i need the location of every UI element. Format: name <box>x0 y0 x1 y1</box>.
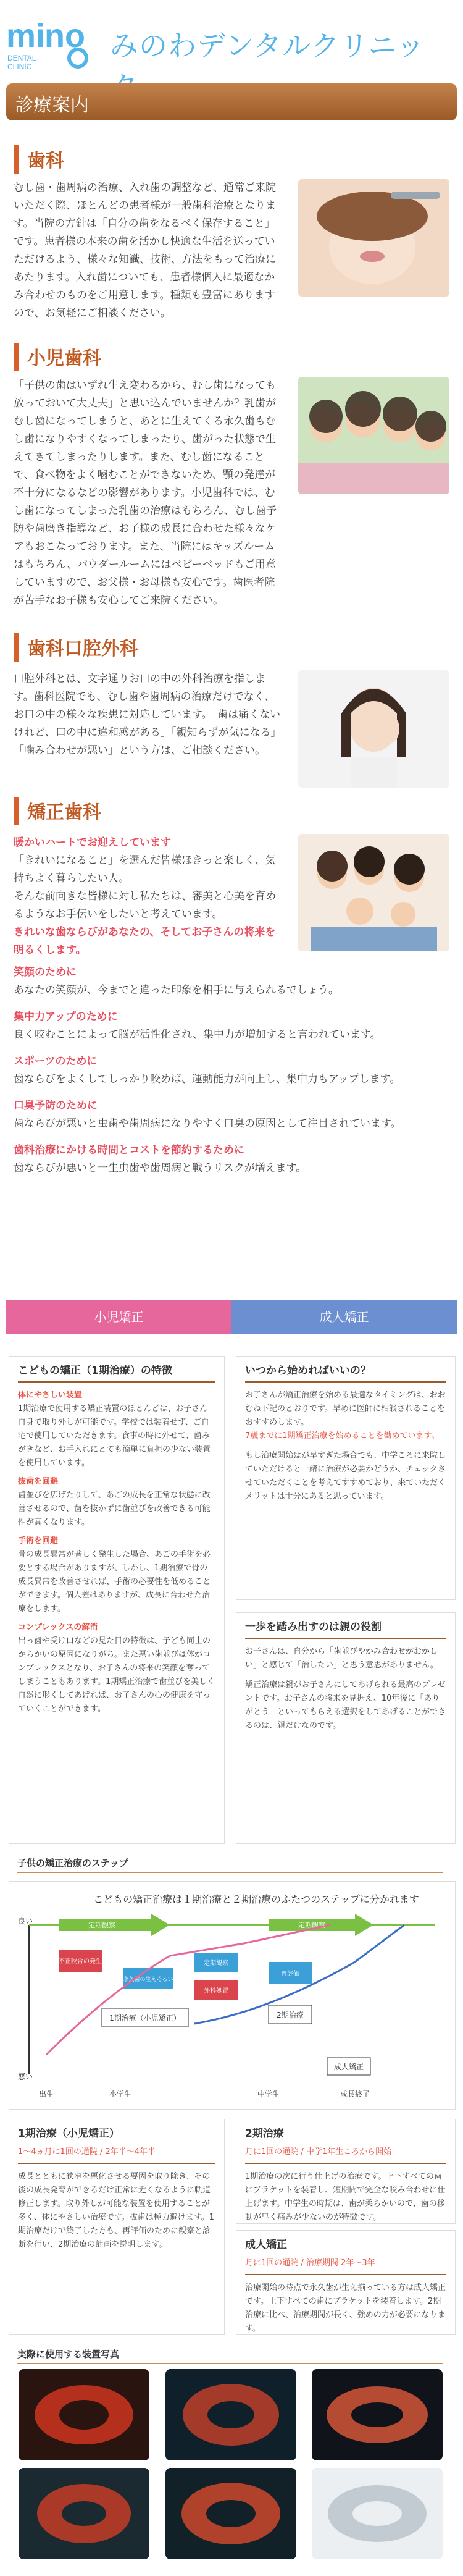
feature-complex-text: 出っ歯や受け口などの見た目の特徴は、子ども同士のからかいの原因になりがち。また悪い歯並びは体がコンプレックスとなり、お子さんの将来の笑顔を奪ってしまうこともあります。1期矯正治療で歯並びを美しく自然に形くしてあげれば、お子さんの心の健康を守っていくことができます。 <box>18 1636 215 1714</box>
svg-text:DENTAL: DENTAL <box>7 54 36 62</box>
adult-ortho-title: 成人矯正 <box>245 2239 287 2251</box>
feature-gentle-title: 体にやさしい装置 <box>18 1391 83 1400</box>
c7-label: 再評価 <box>281 1971 299 1977</box>
adult-ortho-sub: 月に1回の通院 / 治療期間 2年〜3年 <box>245 2257 446 2275</box>
benefit-focus-title: 集中力アップのために <box>14 1011 118 1023</box>
when-box-text1: お子さんが矯正治療を始める最適なタイミングは、おおむね下記のとおりです。早めに医師に相談されることをおすすめします。 <box>245 1391 446 1427</box>
stage-growth-end: 成長終了 <box>340 2090 370 2098</box>
benefit-sports-text: 歯ならびをよくしてしっかり咬めば、運動能力が向上し、集中力もアップします。 <box>14 1073 401 1085</box>
ortho-p1: 「きれいになること」を選んだ皆様ほきっと楽しく、気持ちよく暮らしたい人。 <box>14 854 276 885</box>
phase1-box-detail <box>9 2119 225 2335</box>
benefit-smile-title: 笑顔のために <box>14 966 77 979</box>
adult-ortho-box-detail <box>236 2230 456 2335</box>
benefit-cost-title: 歯科治療にかける時間とコストを節約するために <box>14 1144 244 1156</box>
b3-label: 成人矯正 <box>333 2063 364 2071</box>
steps-heading-rule <box>17 1872 443 1873</box>
benefit-breath-title: 口臭予防のために <box>14 1100 98 1112</box>
devices-heading: 実際に使用する装置写真 <box>17 2349 120 2360</box>
feature-complex-title: コンプレックスの解消 <box>18 1623 98 1632</box>
benefit-sports-title: スポーツのために <box>14 1055 98 1067</box>
c5-label: 定期観察 <box>204 1960 228 1967</box>
feature-no-extraction-title: 抜歯を回避 <box>18 1477 59 1486</box>
parents-box-text1: お子さんは、自分から「歯並びやかみ合わせがおかしい」と感じて「治したい」と思う意思がありません。 <box>245 1647 438 1670</box>
page-title-banner <box>6 83 457 120</box>
feature-no-surgery-title: 手術を回避 <box>18 1536 59 1546</box>
adult-ortho-text: 治療開始の時点で永久歯が生え揃っている方は成人矯正です。上下すべての歯にブラケットを装着します。2期治療に比べ、治療期間が長く、強めの力が必要になります。 <box>245 2283 446 2333</box>
parents-role-box <box>236 1612 456 1844</box>
when-box-text2: もし治療開始はが早すぎた場合でも、中学ころに来院していただけると一緒に治療が必要かどうか、チェックさせていただくことを考えてすすめており、来ていただくメリットは十分にあると思っています。 <box>245 1451 446 1501</box>
devices-heading-rule <box>17 2363 443 2364</box>
svg-text:no: no <box>44 17 85 54</box>
axis-good: 良い <box>18 1917 33 1926</box>
benefit-breath-text: 歯ならびが悪いと虫歯や歯周病になりやすく口臭の原因として注目されています。 <box>14 1118 401 1130</box>
device-photo-4[interactable] <box>19 2468 149 2559</box>
stage-junior-high: 中学生 <box>257 2090 280 2098</box>
tab-adult-ortho[interactable]: 成人矯正 <box>231 1300 457 1334</box>
feature-no-extraction-text: 歯並びを広げたりして、あごの成長を正常な状態に改善させるので、歯を抜かずに歯並びを改善できる可能性が高くなります。 <box>18 1491 211 1527</box>
steps-heading: 子供の矯正治療のステップ <box>17 1858 128 1869</box>
phase2-box-detail <box>236 2119 456 2224</box>
c6-label: 外科処置 <box>204 1988 228 1995</box>
when-box-text1b: 7歳までに1期矯正治療を始めることを勧めています。 <box>245 1431 440 1441</box>
device-photo-6[interactable] <box>312 2468 443 2559</box>
axis-bad: 悪い <box>18 2073 33 2081</box>
clinic-name: みのわデンタルクリニッ <box>110 29 425 62</box>
section-title-general: 歯科 <box>14 145 64 174</box>
section-title-orthodontics: 矯正歯科 <box>14 797 101 825</box>
ortho-lead: 暖かいハートでお迎えしています <box>14 836 171 849</box>
benefit-smile-text: あなたの笑顔が、今までと違った印象を相手に与えられるでしょう。 <box>14 984 339 996</box>
orthodontics-benefits <box>14 964 449 1177</box>
woman-toothache-photo <box>298 670 449 788</box>
phase1-text: 成長とともに狭窄を悪化させる要因を取り除き、その後の成長発育ができるだけ正常に近くなるように軌道修正します。取り外しが可能な装置を使用することが多く、体にやさしい治療です。抜歯は極力避けます。1期治療だけで終了した方も、再評価のために観察と診断を行い、2期治療の計画を説明します。 <box>18 2172 214 2249</box>
dental-treatment-photo <box>298 179 449 297</box>
phase1-sub: 1〜4ヵ月に1回の通院 / 2年半〜4年半 <box>18 2145 215 2164</box>
phase2-title: 2期治療 <box>245 2128 284 2140</box>
steps-diagram <box>9 1881 456 2110</box>
section-title-pediatric: 小児歯科 <box>14 343 101 371</box>
device-photo-3[interactable] <box>312 2369 443 2460</box>
device-photo-1[interactable] <box>19 2369 149 2460</box>
child-ortho-features-box <box>9 1356 225 1844</box>
ortho-p1c: きれいな歯ならびがあなたの、そしてお子さんの将来を明るくします。 <box>14 926 276 956</box>
phase1-title: 1期治療（小児矯正） <box>18 2128 120 2140</box>
site-header <box>0 0 463 83</box>
page-title: 診療案内 <box>15 95 89 116</box>
child-box-title: こどもの矯正（1期治療）の特徴 <box>18 1364 215 1383</box>
phase2-sub: 月に1回の通院 / 中学1年生ころから開始 <box>245 2145 446 2164</box>
parents-box-title: 一歩を踏み出すのは親の役割 <box>245 1620 446 1639</box>
benefit-cost-text: 歯ならびが悪いと一生虫歯や歯周病と戦うリスクが増えます。 <box>14 1162 307 1174</box>
c3-label: 不正咬合の発生 <box>59 1958 102 1965</box>
svg-text:mi: mi <box>6 17 46 54</box>
device-photo-5[interactable] <box>165 2468 296 2559</box>
steps-diagram-svg <box>9 1882 455 2109</box>
oral-surgery-text: 口腔外科とは、文字通りお口の中の外科治療を指します。歯科医院でも、むし歯や歯周病の治療だけでなく、お口の中の様々な疾患に対応しています。「歯は痛くないけれど、口の中に違和感がある」「親知らずが気になる」「噛み合わせが悪い」という方は、ご相談ください。 <box>14 673 282 757</box>
when-box-title: いつから始めればいいの？ <box>245 1364 446 1383</box>
phase2-text: 1期治療の次に行う仕上げの治療です。上下すべての歯にブラケットを装着し、短期間で完全な咬み合わせに仕上げます。中学生の時期は、歯が柔らかいので、歯の移動が早く痛みが少ないのが特徴です。 <box>245 2172 446 2222</box>
section-title-oral-surgery: 歯科口腔外科 <box>14 633 138 662</box>
ortho-tabs <box>6 1300 457 1334</box>
c2-label: 定期観察 <box>298 1921 325 1929</box>
family-photo <box>298 834 449 951</box>
clinic-logo[interactable] <box>5 15 431 70</box>
stage-birth: 出生 <box>38 2090 54 2098</box>
minowa-logo-mark <box>5 15 98 70</box>
feature-no-surgery-text: 骨の成長異常が著しく発生した場合、あごの手術を必要とする場合がありますが、しかし、1期治療で骨の成長異常を改善させれば、手術の必要性を低めることができます。個人差はありますが、成長に合わせた治療をします。 <box>18 1550 211 1614</box>
tab-child-ortho[interactable]: 小児矯正 <box>6 1300 231 1334</box>
stage-elementary: 小学生 <box>109 2090 132 2098</box>
ortho-p1b: そんな前向きな皆様に対し私たちは、審美と心美を育めるようなお手伝いをしたいと考えています。 <box>14 890 276 920</box>
diagram-title: こどもの矯正治療は１期治療と２期治療のふたつのステップに分かれます <box>93 1893 419 1905</box>
svg-text:CLINIC: CLINIC <box>7 62 32 70</box>
when-to-start-box <box>236 1356 456 1600</box>
c4-label: 永久歯の生えそろい <box>123 1977 173 1983</box>
c1-label: 定期観察 <box>88 1921 115 1929</box>
pediatric-text: 「子供の歯はいずれ生え変わるから、むし歯になっても放っておいて大丈夫」と思い込んでいませんか？乳歯がむし歯になってしまうと、あとに生えてくる永久歯もむし歯になりやすくなってしまったり、歯がった状態で生えてきてしまったりします。また、むし歯になることで、食べ物をよく噛むことができないため、顎の発達が不十分になるなどの影響があります。小児歯科では、むし歯になってしまった乳歯の治療はもちろん、むし歯予防や歯磨き指導など、お子様の成長に合わせた様々なケアもおこなっております。また、当院にはキッズルームはもちろん、パウダールームにはベビーベッドもご用意していますので、お父様・お母様も安心です。歯医者院が苦手なお子様も安心してご来院ください。 <box>14 379 277 607</box>
feature-gentle-text: 1期治療で使用する矯正装置のほとんどは、お子さん自身で取り外しが可能です。学校では装着せず、ご自宅で使用していただきます。食事の時に外せて、歯みがきなど、お手入れにとても簡単に負担の少ない装置を使用しています。 <box>18 1404 211 1468</box>
parents-box-text2: 矯正治療は親がお子さんにしてあげられる最高のプレゼントです。お子さんの将来を見据え、10年後に「ありがとう」といってもらえる選択をしてあげることができるのは、親だけなのです。 <box>245 1680 446 1730</box>
orthodontics-text <box>14 834 285 959</box>
b2-label: 2期治療 <box>277 2011 304 2019</box>
general-text: むし歯・歯周病の治療、入れ歯の調整など、通常ご来院いただく際、ほとんどの患者様が一般歯科治療となります。当院の方針は「自分の歯をなるべく保存すること」です。患者様の本来の歯を活かし快適な生活を送っていただけるよう、様々な知識、技術、方法をもって治療にあたります。入れ歯についても、患者様個人に最適なかみ合わせのものをご用意します。種類も豊富にありますので、お気軽にご相談ください。 <box>14 182 276 319</box>
device-photo-2[interactable] <box>165 2369 296 2460</box>
b1-label: 1期治療（小児矯正） <box>109 2014 181 2022</box>
benefit-focus-text: 良く咬むことによって脳が活性化され、集中力が増加すると言われています。 <box>14 1029 381 1041</box>
children-photo <box>298 377 449 494</box>
